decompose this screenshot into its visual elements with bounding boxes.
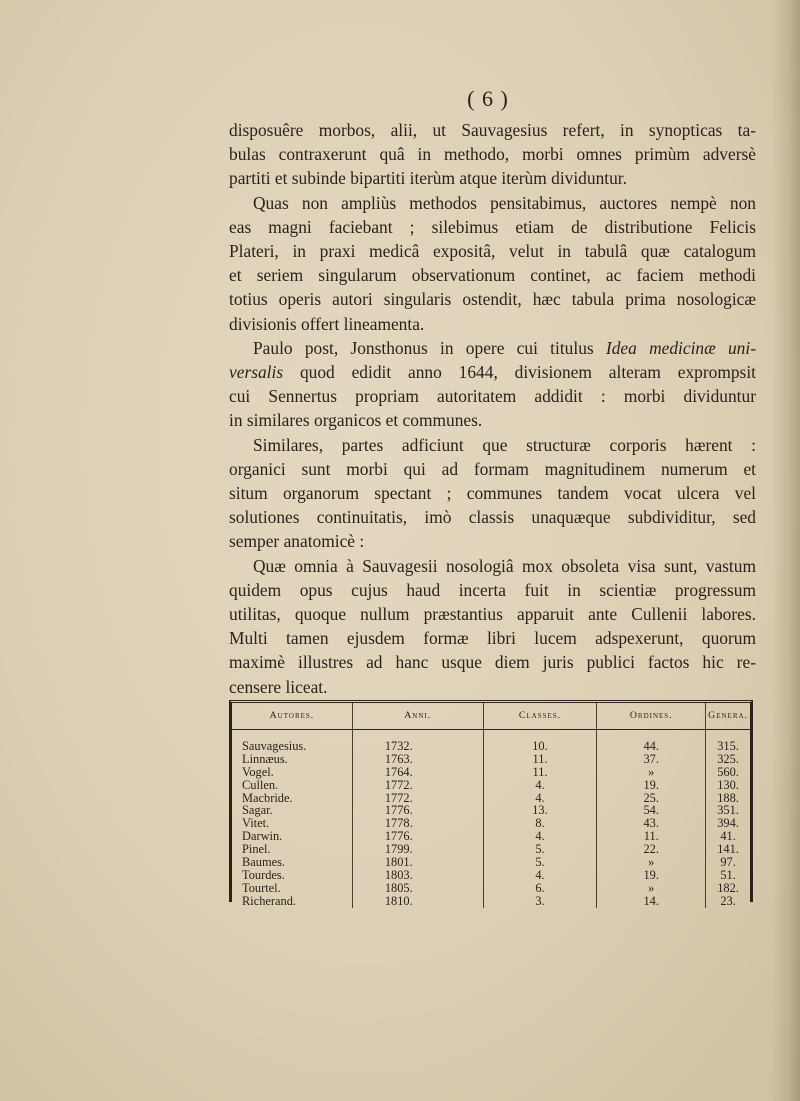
cell-year: 1778. [352, 817, 483, 830]
book-title-italic: versalis [229, 362, 284, 383]
cell-year: 1801. [352, 856, 483, 869]
table-row [232, 779, 750, 792]
cell-genera: 394. [706, 817, 750, 830]
text-line: Similares, partes adficiunt que structuræ corporis hærent : [253, 434, 756, 455]
table-header-row [232, 703, 750, 729]
cell-year: 1763. [352, 753, 483, 766]
cell-orders: 19. [597, 869, 706, 882]
cell-genera: 351. [706, 804, 750, 817]
cell-author: Cullen. [242, 777, 279, 792]
cell-year: 1810. [352, 895, 483, 908]
text-line: Multi tamen ejusdem formæ libri lucem adspexerunt, quorum [229, 628, 756, 649]
table-row [232, 882, 750, 895]
table-row [232, 753, 750, 766]
cell-classes: 11. [483, 753, 597, 766]
cell-classes: 13. [483, 804, 597, 817]
text-line: censere liceat. [229, 676, 328, 697]
cell-author: Tourdes. [242, 867, 285, 882]
cell-classes: 4. [483, 792, 597, 805]
table-body [232, 729, 750, 907]
cell-genera: 325. [706, 753, 750, 766]
text-line [229, 360, 756, 384]
cell-classes: 10. [483, 729, 597, 752]
cell-classes: 6. [483, 882, 597, 895]
table-row [232, 895, 750, 908]
header-classes: Classes. [483, 703, 597, 729]
table-row [232, 869, 750, 882]
nosology-table [229, 700, 753, 908]
cell-orders: » [597, 856, 706, 869]
paragraph-5 [229, 554, 756, 699]
book-title-italic: Idea medicinæ uni- [605, 337, 756, 358]
table-row [232, 830, 750, 843]
cell-author: Vogel. [242, 764, 274, 779]
table-row [232, 856, 750, 869]
text-line: partiti et subinde bipartiti iterùm atque iterùm dividuntur. [229, 168, 627, 189]
cell-year: 1732. [352, 729, 483, 752]
cell-year: 1799. [352, 843, 483, 856]
cell-classes: 8. [483, 817, 597, 830]
paragraph-1 [229, 118, 756, 191]
header-genera: Genera. [706, 703, 750, 729]
cell-author: Vitet. [242, 816, 270, 831]
cell-orders: 22. [597, 843, 706, 856]
cell-orders: 44. [597, 729, 706, 752]
text-line: eas magni faciebant ; silebimus etiam de distributione Felicis [229, 216, 756, 237]
table-row [232, 843, 750, 856]
text-line: quidem opus cujus haud incerta fuit in scientiæ progressum [229, 579, 756, 600]
cell-orders: 11. [597, 830, 706, 843]
cell-genera: 315. [706, 729, 750, 752]
cell-author: Richerand. [242, 893, 297, 908]
cell-classes: 4. [483, 869, 597, 882]
cell-classes: 11. [483, 766, 597, 779]
cell-orders: » [597, 882, 706, 895]
text-line: utilitas, quoque nullum præstantius apparuit ante Cullenii labores. [229, 604, 756, 625]
cell-year: 1776. [352, 804, 483, 817]
table-row [232, 804, 750, 817]
cell-author: Pinel. [242, 842, 271, 857]
table-row [232, 729, 750, 752]
body-text [229, 118, 756, 699]
cell-orders: 25. [597, 792, 706, 805]
cell-genera: 182. [706, 882, 750, 895]
cell-classes: 3. [483, 895, 597, 908]
cell-genera: 141. [706, 843, 750, 856]
cell-orders: » [597, 766, 706, 779]
table-row [232, 792, 750, 805]
cell-year: 1803. [352, 869, 483, 882]
cell-year: 1776. [352, 830, 483, 843]
page-edge-shadow [770, 0, 800, 1101]
cell-genera: 41. [706, 830, 750, 843]
cell-genera: 188. [706, 792, 750, 805]
text-span: Paulo post, Jonsthonus in opere cui titulus [253, 337, 606, 358]
table-row [232, 766, 750, 779]
text-line: Plateri, in praxi medicâ expositâ, velut in tabulâ quæ catalogum [229, 241, 756, 262]
header-anni: Anni. [352, 703, 483, 729]
cell-classes: 4. [483, 779, 597, 792]
cell-author: Macbride. [242, 790, 293, 805]
cell-classes: 5. [483, 856, 597, 869]
nosology-table-grid [232, 703, 750, 908]
text-line: Quas non ampliùs methodos pensitabimus, auctores nempè non [253, 192, 756, 213]
cell-genera: 130. [706, 779, 750, 792]
paragraph-2 [229, 191, 756, 336]
cell-year: 1764. [352, 766, 483, 779]
cell-author: Darwin. [242, 829, 283, 844]
header-ordines: Ordines. [597, 703, 706, 729]
page-number: ( 6 ) [467, 86, 509, 111]
cell-genera: 23. [706, 895, 750, 908]
cell-classes: 4. [483, 830, 597, 843]
text-span: quod edidit anno 1644, divisionem alteram exprompsit [283, 362, 756, 383]
text-line: solutiones continuitatis, imò classis unaquæque subdividitur, sed [229, 507, 756, 528]
paragraph-4 [229, 433, 756, 554]
cell-year: 1772. [352, 779, 483, 792]
text-line: bulas contraxerunt quâ in methodo, morbi omnes primùm adversè [229, 144, 756, 165]
cell-author: Linnæus. [242, 751, 288, 766]
text-line: et seriem singularum observationum continet, ac faciem methodi [229, 265, 756, 286]
text-line: cui Sennertus propriam autoritatem addidit : morbi dividuntur [229, 386, 756, 407]
cell-author: Tourtel. [242, 880, 281, 895]
text-line: Quæ omnia à Sauvagesii nosologiâ mox obsoleta visa sunt, vastum [253, 555, 756, 576]
cell-genera: 560. [706, 766, 750, 779]
cell-orders: 43. [597, 817, 706, 830]
paragraph-3 [229, 336, 756, 433]
cell-orders: 37. [597, 753, 706, 766]
text-line [229, 336, 756, 360]
text-line: totius operis autori singularis ostendit, hæc tabula prima nosologicæ [229, 289, 756, 310]
text-line: semper anatomicè : [229, 531, 365, 552]
cell-year: 1805. [352, 882, 483, 895]
text-line: in similares organicos et communes. [229, 410, 483, 431]
cell-author: Baumes. [242, 855, 286, 870]
cell-genera: 97. [706, 856, 750, 869]
text-line: situm organorum spectant ; communes tandem vocat ulcera vel [229, 483, 756, 504]
cell-orders: 54. [597, 804, 706, 817]
cell-orders: 14. [597, 895, 706, 908]
cell-orders: 19. [597, 779, 706, 792]
cell-author: Sauvagesius. [242, 738, 307, 753]
text-line: disposuêre morbos, alii, ut Sauvagesius refert, in synopticas ta- [229, 120, 756, 140]
cell-year: 1772. [352, 792, 483, 805]
text-line: organici sunt morbi qui ad formam magnitudinem numerum et [229, 458, 756, 479]
text-line: divisionis offert lineamenta. [229, 313, 425, 334]
cell-author: Sagar. [242, 803, 273, 818]
text-line: maximè illustres ad hanc usque diem juris publici factos hic re- [229, 652, 756, 673]
header-autores: Autores. [232, 703, 352, 729]
table-row [232, 817, 750, 830]
cell-classes: 5. [483, 843, 597, 856]
cell-genera: 51. [706, 869, 750, 882]
